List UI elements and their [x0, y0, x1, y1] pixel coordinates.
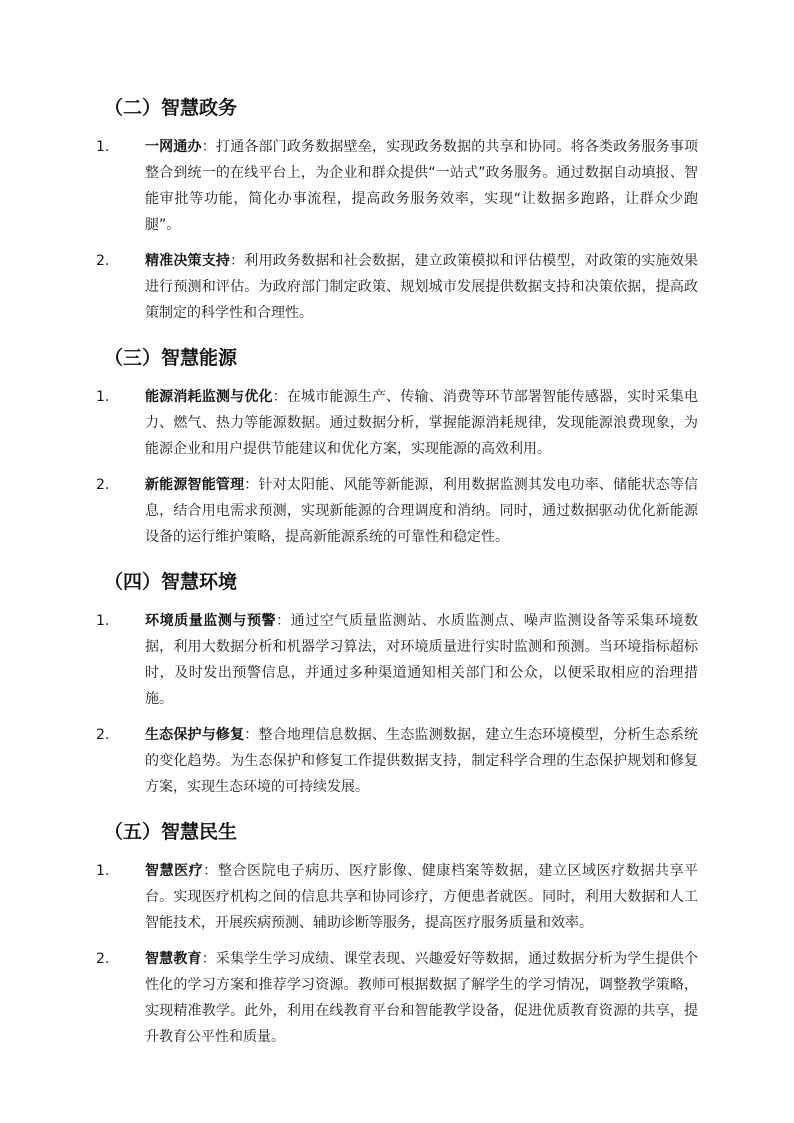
list-item	[96, 472, 698, 550]
list-item-number: 1.	[96, 389, 110, 405]
list-item-number: 2.	[96, 253, 110, 269]
list-item-text: ：在城市能源生产、传输、消费等环节部署智能传感器，实时采集电力、燃气、热力等能源数据。通过数据分析，掌握能源消耗规律，发现能源浪费现象，为能源企业和用户提供节能建议和优化方案，实现能源的高效利用。	[145, 389, 699, 457]
list-item-text: ：针对太阳能、风能等新能源，利用数据监测其发电功率、储能状态等信息，结合用电需求预测，实现新能源的合理调度和消纳。同时，通过数据驱动优化新能源设备的运行维护策略，提高新能源系统的可靠性和稳定性。	[145, 477, 699, 545]
list-item	[96, 134, 698, 238]
list-item	[96, 248, 698, 326]
list-item-term: 能源消耗监测与优化	[145, 389, 273, 405]
list-item	[96, 608, 698, 712]
list-item-number: 2.	[96, 727, 110, 743]
section-title: （五）智慧民生	[104, 821, 238, 843]
section-title: （二）智慧政务	[104, 97, 238, 119]
list-item-term: 一网通办	[145, 139, 202, 155]
list-item-term: 精准决策支持	[145, 253, 231, 269]
list-item-number: 2.	[96, 951, 110, 967]
numbered-list	[96, 858, 698, 1050]
numbered-list	[96, 134, 698, 326]
list-item-number: 1.	[96, 613, 110, 629]
list-item	[96, 946, 698, 1050]
list-item-number: 1.	[96, 863, 110, 879]
list-item-text: ：利用政务数据和社会数据，建立政策模拟和评估模型，对政策的实施效果进行预测和评估。为政府部门制定政策、规划城市发展提供数据支持和决策依据，提高政策制定的科学性和合理性。	[145, 253, 699, 321]
list-item-text: ：整合医院电子病历、医疗影像、健康档案等数据，建立区域医疗数据共享平台。实现医疗机构之间的信息共享和协同诊疗，方便患者就医。同时，利用大数据和人工智能技术，开展疾病预测、辅助诊断等服务，提高医疗服务质量和效率。	[145, 863, 699, 931]
list-item	[96, 722, 698, 800]
section-title: （四）智慧环境	[104, 571, 238, 593]
list-item-term: 新能源智能管理	[145, 477, 245, 493]
section-smart-energy	[96, 344, 698, 550]
list-item-number: 1.	[96, 139, 110, 155]
list-item-term: 生态保护与修复	[145, 727, 245, 743]
numbered-list	[96, 384, 698, 550]
list-item-number: 2.	[96, 477, 110, 493]
section-title: （三）智慧能源	[104, 347, 238, 369]
list-item-text: ：整合地理信息数据、生态监测数据，建立生态环境模型，分析生态系统的变化趋势。为生态保护和修复工作提供数据支持，制定科学合理的生态保护规划和修复方案，实现生态环境的可持续发展。	[145, 727, 699, 795]
list-item-text: ：采集学生学习成绩、课堂表现、兴趣爱好等数据，通过数据分析为学生提供个性化的学习方案和推荐学习资源。教师可根据数据了解学生的学习情况，调整教学策略，实现精准教学。此外，利用在线教育平台和智能教学设备，促进优质教育资源的共享，提升教育公平性和质量。	[145, 951, 699, 1045]
section-smart-livelihood	[96, 818, 698, 1050]
list-item-term: 智慧教育	[145, 951, 202, 967]
section-smart-environment	[96, 568, 698, 800]
list-item	[96, 858, 698, 936]
numbered-list	[96, 608, 698, 800]
list-item-text: ：通过空气质量监测站、水质监测点、噪声监测设备等采集环境数据，利用大数据分析和机器学习算法，对环境质量进行实时监测和预测。当环境指标超标时，及时发出预警信息，并通过多种渠道通知相关部门和公众，以便采取相应的治理措施。	[145, 613, 698, 707]
section-smart-government	[96, 94, 698, 326]
list-item-term: 智慧医疗	[145, 863, 204, 879]
list-item-text: ：打通各部门政务数据壁垒，实现政务数据的共享和协同。将各类政务服务事项整合到统一的在线平台上，为企业和群众提供“一站式”政务服务。通过数据自动填报、智能审批等功能，简化办事流程，提高政务服务效率，实现“让数据多跑路，让群众少跑腿”。	[145, 139, 699, 233]
list-item-term: 环境质量监测与预警	[145, 613, 277, 629]
list-item	[96, 384, 698, 462]
